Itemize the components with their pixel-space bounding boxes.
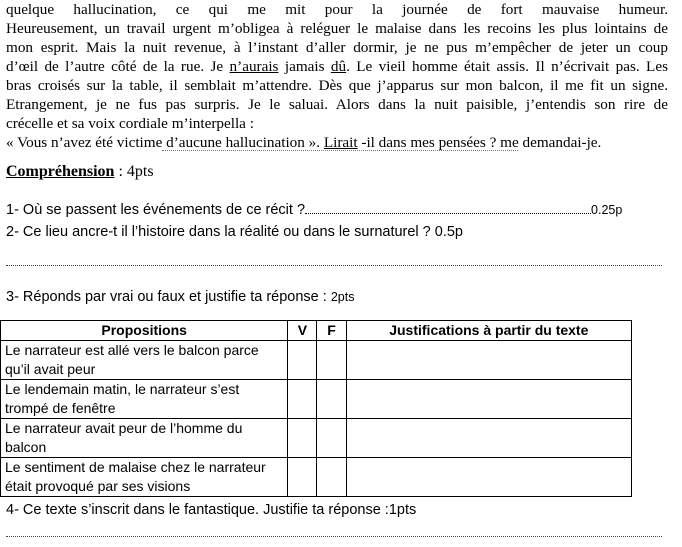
question-2: 2- Ce lieu ancre-t il l’histoire dans la réalité ou dans le surnaturel ? 0.5p: [6, 224, 463, 240]
question-4-answer-line[interactable]: [6, 536, 662, 537]
justification-cell[interactable]: [346, 419, 631, 458]
f-cell[interactable]: [317, 380, 346, 419]
header-v: V: [288, 321, 317, 341]
proposition-text: Le narrateur avait peur de l’homme du: [5, 420, 243, 436]
table-row: [1, 419, 632, 458]
proposition-cell: [1, 380, 288, 419]
passage-line-4a: d’œil de l’autre côté de la rue. Je: [6, 58, 224, 75]
proposition-cell: [1, 458, 288, 497]
comprehension-title: Compréhension: [6, 163, 115, 180]
v-cell[interactable]: [288, 458, 317, 497]
question-3-points: 2pts: [330, 290, 355, 304]
question-1-answer-dots[interactable]: [305, 203, 591, 214]
proposition-text: trompé de fenêtre: [5, 400, 116, 416]
table-header-row: [1, 321, 632, 341]
justification-cell[interactable]: [346, 380, 631, 419]
justification-cell[interactable]: [346, 341, 631, 380]
header-justifications: Justifications à partir du texte: [346, 321, 631, 341]
proposition-text: qu’il avait peur: [5, 361, 96, 377]
passage-line-7: crécelle et sa voix cordiale m’interpella :: [6, 115, 254, 132]
passage-line-4: [6, 57, 668, 76]
proposition-text: Le narrateur est allé vers le balcon parce: [5, 342, 259, 358]
justification-cell[interactable]: [346, 458, 631, 497]
proposition-cell: [1, 419, 288, 458]
proposition-cell: [1, 341, 288, 380]
f-cell[interactable]: [317, 419, 346, 458]
table-row: [1, 341, 632, 380]
question-3: [6, 287, 354, 307]
passage-line-6: Etrangement, je ne fus pas surpris. Je le saluai. Alors dans la nuit paisible, j’entendis son rire de: [6, 96, 668, 113]
v-cell[interactable]: [288, 419, 317, 458]
question-1: [6, 200, 622, 220]
question-2-answer-line[interactable]: [6, 265, 662, 266]
question-1-points: 0.25p: [591, 203, 623, 217]
passage-line-1: quelque hallucination, ce qui me mit pour la journée de fort mauvaise humeur.: [6, 1, 668, 18]
true-false-table: [0, 320, 632, 497]
underlined-du: dû: [330, 58, 347, 75]
underlined-lirait: Lirait: [323, 134, 358, 151]
quote-sentence: « Vous n’avez été victime d’aucune hallucination ».: [6, 134, 321, 151]
proposition-text: était provoqué par ses visions: [5, 478, 191, 494]
v-cell[interactable]: [288, 341, 317, 380]
v-cell[interactable]: [288, 380, 317, 419]
question-1-text: 1- Où se passent les événements de ce récit ?: [6, 202, 306, 218]
question-3-text: 3- Réponds par vrai ou faux et justifie ta réponse :: [6, 289, 327, 305]
header-propositions: Propositions: [1, 321, 288, 341]
word-jamais: jamais: [284, 58, 325, 75]
f-cell[interactable]: [317, 341, 346, 380]
underlined-naurais: n’aurais: [229, 58, 279, 75]
f-cell[interactable]: [317, 458, 346, 497]
question-4: 4- Ce texte s’inscrit dans le fantastique. Justifie ta réponse :1pts: [6, 502, 417, 518]
passage-line-4b: . Le vieil homme était assis. Il n’écrivait pas. Les: [346, 58, 668, 75]
passage-line-5: bras croisés sur la table, il semblait m’attendre. Dès que j’apparus sur mon balcon, il me fit un signe.: [6, 77, 668, 94]
proposition-text: balcon: [5, 439, 47, 455]
table-row: [1, 380, 632, 419]
comprehension-heading: [6, 162, 154, 182]
table-row: [1, 458, 632, 497]
passage-line-3: mon esprit. Mais la nuit revenue, à l’instant d’aller dormir, je ne pus m’empêcher de jeter un coup: [6, 39, 668, 56]
proposition-text: Le sentiment de malaise chez le narrateur: [5, 459, 266, 475]
passage-line-2: Heureusement, un travail urgent m’obligea à reléguer le malaise dans les recoins les plus lointains de: [6, 20, 668, 37]
reading-passage: [6, 0, 668, 152]
comprehension-points: : 4pts: [118, 163, 154, 180]
passage-line-8b: -il dans mes pensées ? me demandai-je.: [361, 134, 602, 151]
header-f: F: [317, 321, 346, 341]
separator-dotted: [162, 150, 518, 151]
proposition-text: Le lendemain matin, le narrateur s’est: [5, 381, 240, 397]
